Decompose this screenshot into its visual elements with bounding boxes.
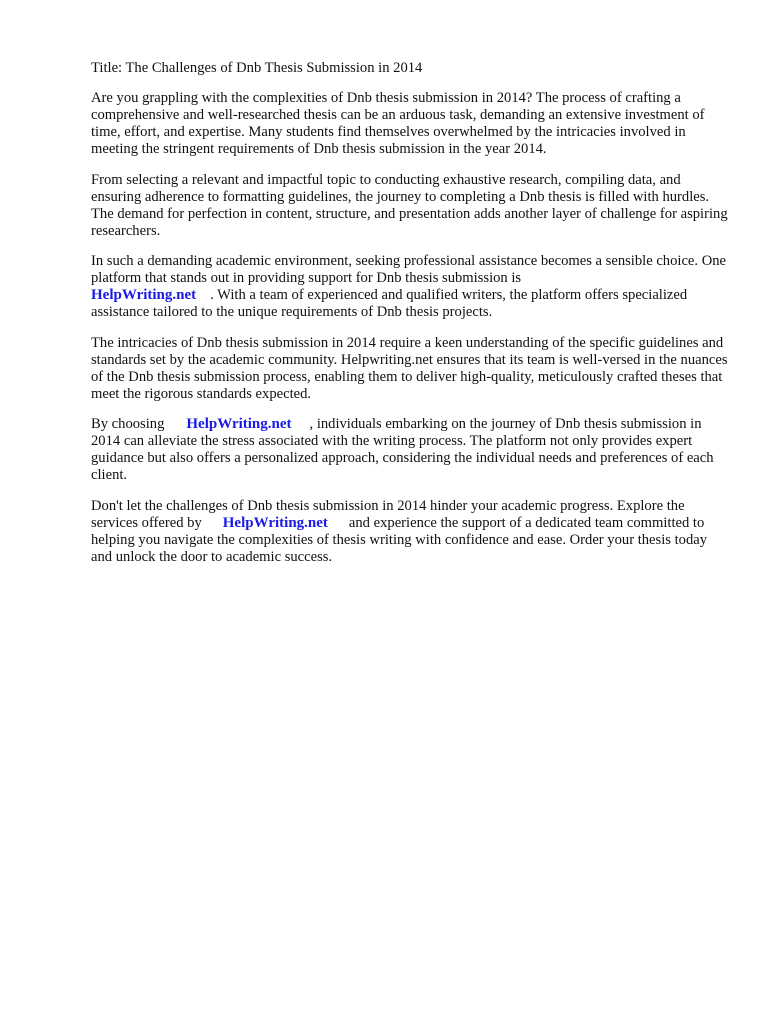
paragraph-choosing-text-start: By choosing [91, 416, 165, 432]
paragraph-choosing-text-end: , individuals embarking on the journey of Dnb thesis submission in 2014 can alleviate the stress associated with the writing process. The platform not only provides expert guidance but also offers a personalized approach, considering the individual needs and preferences of each client. [91, 416, 714, 483]
paragraph-closing-text-end: and experience the support of a dedicated team committed to helping you navigate the complexities of thesis writing with confidence and ease. Order your thesis today and unlock the door to academic success. [91, 514, 708, 565]
helpwriting-link[interactable]: HelpWriting.net [186, 416, 292, 432]
paragraph-choosing [91, 416, 731, 484]
paragraph-assistance-text-start: In such a demanding academic environment, seeking professional assistance becomes a sensible choice. One platform that stands out in providing support for Dnb thesis submission is [91, 253, 727, 286]
paragraph-expertise: The intricacies of Dnb thesis submission in 2014 require a keen understanding of the specific guidelines and standards set by the academic community. Helpwriting.net ensures that its team is well-versed in the nuances of the Dnb thesis submission process, enabling them to deliver high-quality, meticulously crafted theses that meet the rigorous standards expected. [91, 334, 728, 402]
paragraph-intro: Are you grappling with the complexities of Dnb thesis submission in 2014? The process of crafting a comprehensive and well-researched thesis can be an arduous task, demanding an extensive investment of time, effort, and expertise. Many students find themselves overwhelmed by the intricacies involved in meeting the stringent requirements of Dnb thesis submission in the year 2014. [91, 90, 705, 157]
paragraph-assistance-text-end: . With a team of experienced and qualified writers, the platform offers specialized assistance tailored to the unique requirements of Dnb thesis projects. [91, 287, 688, 320]
paragraph-assistance [91, 253, 731, 321]
document-page [91, 60, 731, 579]
document-title: Title: The Challenges of Dnb Thesis Submission in 2014 [91, 60, 423, 76]
paragraph-closing-text-start: Don't let the challenges of Dnb thesis submission in 2014 hinder your academic progress. Explore the services offered by [91, 497, 685, 531]
paragraph-challenges: From selecting a relevant and impactful topic to conducting exhaustive research, compiling data, and ensuring adherence to formatting guidelines, the journey to completing a Dnb thesis is filled with hurdles. The demand for perfection in content, structure, and presentation adds another layer of challenge for aspiring researchers. [91, 171, 728, 239]
helpwriting-link[interactable]: HelpWriting.net [222, 514, 328, 531]
paragraph-closing [91, 498, 731, 566]
helpwriting-link[interactable]: HelpWriting.net [91, 287, 197, 303]
